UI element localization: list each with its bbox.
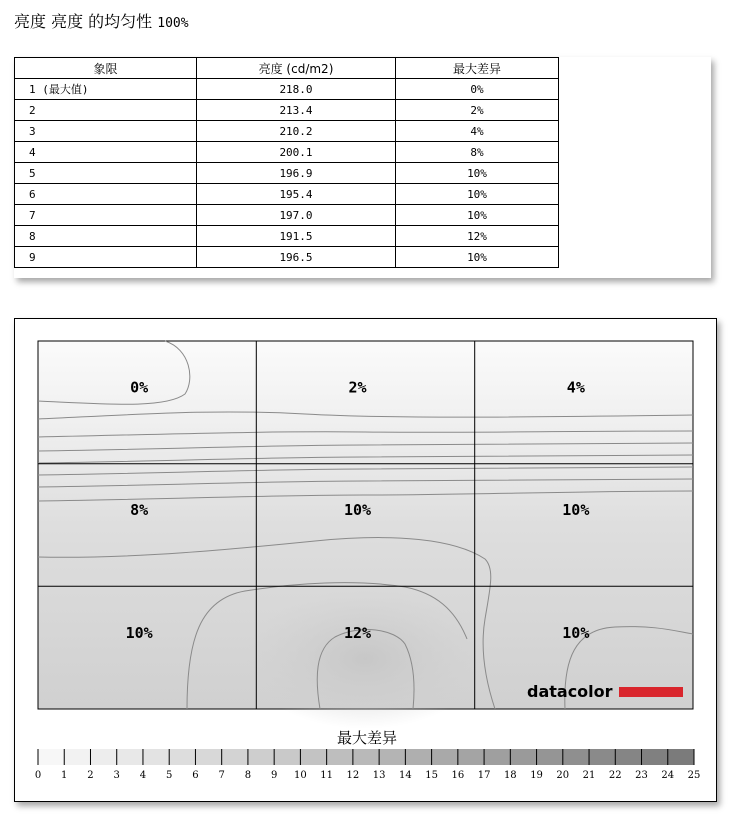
legend-tick-label: 21 <box>582 770 596 781</box>
legend-swatch <box>563 749 589 765</box>
uniformity-table-panel <box>14 57 711 278</box>
cell-label: 10% <box>343 501 372 520</box>
luminance-cell: 196.9 <box>197 163 396 184</box>
max-difference-cell: 10% <box>396 163 559 184</box>
quadrant-cell: 9 <box>15 247 197 268</box>
legend-swatch <box>353 749 379 765</box>
header-quadrant: 象限 <box>15 58 197 79</box>
legend-tick-label: 13 <box>372 770 386 781</box>
legend-swatch <box>379 749 405 765</box>
uniformity-contour-chart <box>15 319 716 801</box>
page-title: 亮度 亮度 的均匀性 100% <box>14 12 189 31</box>
contour-plot-area <box>38 341 693 729</box>
legend-swatch <box>432 749 458 765</box>
luminance-cell: 218.0 <box>197 79 396 100</box>
uniformity-table <box>14 57 559 268</box>
legend-tick-label: 20 <box>556 770 570 781</box>
legend-tick-label: 14 <box>398 770 412 781</box>
legend-tick-label: 18 <box>503 770 517 781</box>
cell-label: 4% <box>566 378 585 397</box>
legend-tick-label: 25 <box>687 770 701 781</box>
legend-swatch <box>248 749 274 765</box>
legend-swatch <box>195 749 221 765</box>
legend-swatch <box>589 749 615 765</box>
legend-swatch <box>117 749 143 765</box>
legend-tick-label: 3 <box>113 770 120 781</box>
luminance-cell: 213.4 <box>197 100 396 121</box>
table-header-row <box>15 58 559 79</box>
cell-label: 8% <box>130 501 149 520</box>
datacolor-wordmark: datacolor <box>527 682 613 701</box>
quadrant-cell: 8 <box>15 226 197 247</box>
datacolor-red-bar <box>619 687 683 697</box>
legend-swatch <box>484 749 510 765</box>
legend-swatch <box>274 749 300 765</box>
legend-tick-label: 8 <box>244 770 252 781</box>
header-luminance: 亮度 (cd/m2) <box>197 58 396 79</box>
uniformity-chart-panel <box>14 318 717 802</box>
quadrant-cell: 5 <box>15 163 197 184</box>
quadrant-cell: 4 <box>15 142 197 163</box>
legend-tick-label: 23 <box>635 770 648 781</box>
legend-tick-label: 10 <box>294 770 307 781</box>
max-difference-cell: 4% <box>396 121 559 142</box>
legend-swatch <box>38 749 64 765</box>
quadrant-cell: 6 <box>15 184 197 205</box>
max-difference-cell: 10% <box>396 205 559 226</box>
legend-tick-label: 19 <box>530 770 543 781</box>
legend-swatch <box>327 749 353 765</box>
legend-tick-label: 1 <box>61 770 68 781</box>
legend-tick-label: 12 <box>346 770 360 781</box>
legend-swatch <box>90 749 116 765</box>
cell-label: 10% <box>562 501 590 520</box>
table-row <box>15 226 559 247</box>
legend-swatch <box>615 749 641 765</box>
quadrant-cell: 1 (最大值) <box>15 79 197 100</box>
table-row <box>15 100 559 121</box>
table-row <box>15 79 559 100</box>
luminance-cell: 196.5 <box>197 247 396 268</box>
legend-tick-label: 4 <box>139 770 147 781</box>
legend-tick-label: 7 <box>218 770 225 781</box>
legend-swatch <box>64 749 90 765</box>
legend-swatch <box>222 749 248 765</box>
legend-tick-label: 16 <box>451 770 465 781</box>
max-difference-cell: 10% <box>396 247 559 268</box>
legend-swatch <box>668 749 694 765</box>
max-difference-cell: 8% <box>396 142 559 163</box>
table-row <box>15 184 559 205</box>
legend-swatch <box>510 749 536 765</box>
legend-tick-label: 24 <box>661 770 675 781</box>
legend-swatch <box>169 749 195 765</box>
quadrant-cell: 3 <box>15 121 197 142</box>
table-row <box>15 247 559 268</box>
max-difference-cell: 0% <box>396 79 559 100</box>
legend-tick-label: 11 <box>320 770 334 781</box>
table-row <box>15 121 559 142</box>
max-difference-cell: 10% <box>396 184 559 205</box>
quadrant-cell: 7 <box>15 205 197 226</box>
header-max-difference: 最大差异 <box>396 58 559 79</box>
legend-tick-label: 2 <box>87 770 94 781</box>
legend-title: 最大差异 <box>336 729 398 747</box>
table-row <box>15 163 559 184</box>
luminance-cell: 197.0 <box>197 205 396 226</box>
max-difference-cell: 12% <box>396 226 559 247</box>
legend-swatch <box>537 749 563 765</box>
legend-tick-label: 9 <box>270 770 278 781</box>
legend-swatch <box>143 749 169 765</box>
cell-label: 10% <box>125 623 153 642</box>
cell-label: 2% <box>348 378 367 397</box>
luminance-cell: 210.2 <box>197 121 396 142</box>
legend-tick-label: 17 <box>477 770 491 781</box>
legend-tick-label: 6 <box>192 770 199 781</box>
legend-tick-label: 22 <box>608 770 622 781</box>
table-row <box>15 205 559 226</box>
legend-tick-label: 15 <box>425 770 438 781</box>
table-row <box>15 142 559 163</box>
legend-tick-label: 0 <box>34 770 42 781</box>
legend-tick-label: 5 <box>166 770 173 781</box>
max-difference-cell: 2% <box>396 100 559 121</box>
luminance-cell: 200.1 <box>197 142 396 163</box>
cell-label: 10% <box>562 623 590 642</box>
legend-swatch <box>300 749 326 765</box>
legend-swatch <box>458 749 484 765</box>
luminance-cell: 195.4 <box>197 184 396 205</box>
legend-scale <box>35 749 701 781</box>
legend-swatch <box>642 749 668 765</box>
cell-label: 12% <box>343 623 372 642</box>
quadrant-cell: 2 <box>15 100 197 121</box>
luminance-cell: 191.5 <box>197 226 396 247</box>
cell-label: 0% <box>130 378 149 397</box>
legend-swatch <box>405 749 431 765</box>
